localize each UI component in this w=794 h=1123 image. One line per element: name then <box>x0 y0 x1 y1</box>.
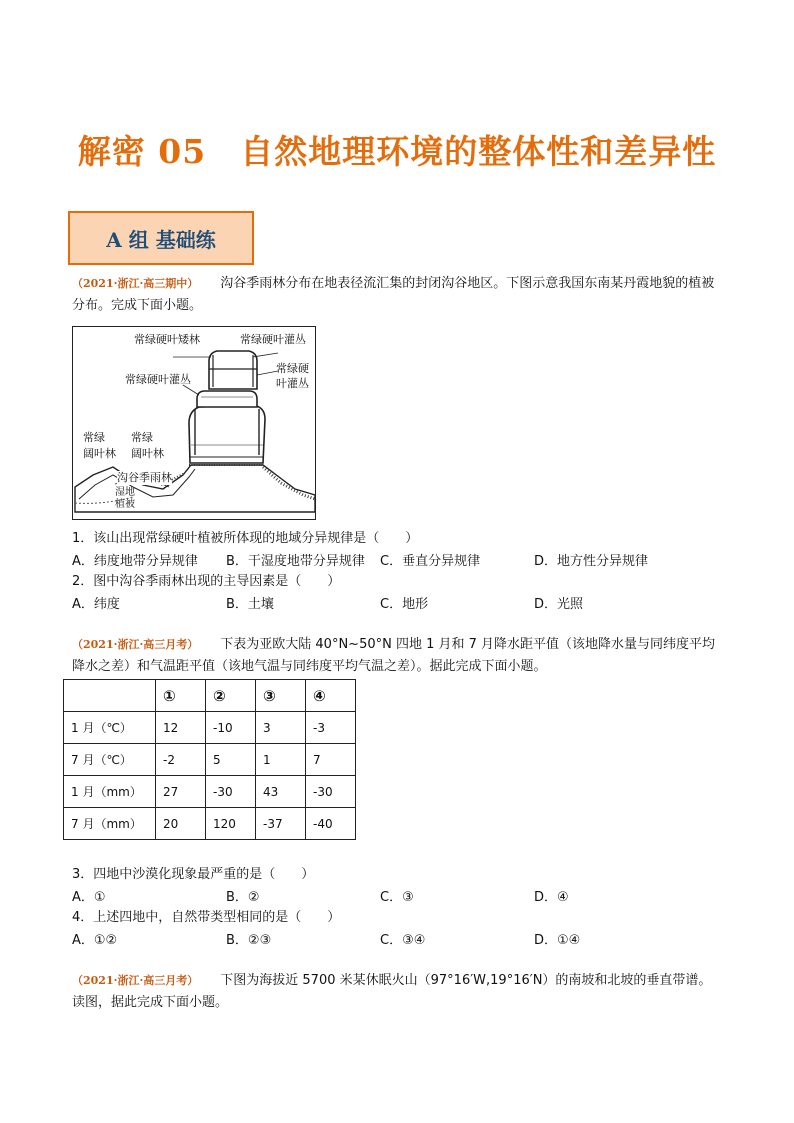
q1-option-c[interactable]: C．垂直分异规律 <box>380 554 481 569</box>
label-left1-2: 阔叶林 <box>83 447 116 460</box>
table-cell: -2 <box>156 744 206 776</box>
table-header-cell: ④ <box>306 680 356 712</box>
label-wetland-1: 湿地 <box>115 487 135 498</box>
table-header-cell: ② <box>206 680 256 712</box>
section1-intro <box>72 273 724 317</box>
label-mid-left: 常绿硬叶灌丛 <box>125 373 191 386</box>
precipitation-temperature-table <box>63 679 356 840</box>
question-1-options <box>72 550 724 571</box>
table-cell: -30 <box>206 776 256 808</box>
question-2: 2．图中沟谷季雨林出现的主导因素是（ ） <box>72 574 341 589</box>
label-top-right: 常绿硬叶灌丛 <box>240 333 306 346</box>
q4-option-d[interactable]: D．①④ <box>534 933 581 948</box>
q3-option-d[interactable]: D．④ <box>534 890 569 905</box>
group-label-box <box>68 211 254 265</box>
q2-option-b[interactable]: B．土壤 <box>226 597 274 612</box>
label-top-left: 常绿硬叶矮林 <box>134 333 200 346</box>
table-cell: 1 <box>256 744 306 776</box>
q4-option-b[interactable]: B．②③ <box>226 933 272 948</box>
question-3-options <box>72 886 724 907</box>
q1-option-a[interactable]: A．纬度地带分异规律 <box>72 554 198 569</box>
table-cell: 43 <box>256 776 306 808</box>
q1-option-d[interactable]: D．地方性分异规律 <box>534 554 649 569</box>
vegetation-figure <box>72 326 316 520</box>
table-cell: 1 月（℃） <box>64 712 156 744</box>
table-cell: 7 月（mm） <box>64 808 156 840</box>
question-2-options <box>72 593 724 614</box>
label-gully-forest: 沟谷季雨林 <box>117 471 172 484</box>
table-header-cell: ① <box>156 680 206 712</box>
table-cell: 27 <box>156 776 206 808</box>
section1-source: （2021·浙江·高三期中） <box>72 277 199 290</box>
q3-option-c[interactable]: C．③ <box>380 890 414 905</box>
table-row <box>64 808 356 840</box>
label-wetland-2: 植被 <box>115 499 135 510</box>
question-1: 1．该山出现常绿硬叶植被所体现的地域分异规律是（ ） <box>72 531 419 546</box>
table-cell: 5 <box>206 744 256 776</box>
q3-option-b[interactable]: B．② <box>226 890 260 905</box>
table-cell: 7 月（℃） <box>64 744 156 776</box>
table-cell: -10 <box>206 712 256 744</box>
question-4: 4．上述四地中，自然带类型相同的是（ ） <box>72 910 341 925</box>
q4-option-c[interactable]: C．③④ <box>380 933 426 948</box>
label-right-1: 常绿硬 <box>276 362 309 375</box>
table-cell: 12 <box>156 712 206 744</box>
table-cell: 20 <box>156 808 206 840</box>
table-cell: 7 <box>306 744 356 776</box>
q2-option-a[interactable]: A．纬度 <box>72 597 120 612</box>
question-3: 3．四地中沙漠化现象最严重的是（ ） <box>72 867 315 882</box>
label-left2-2: 阔叶林 <box>131 447 164 460</box>
section2-intro <box>72 634 724 678</box>
section3-text: 下图为海拔近 5700 米某休眠火山（97°16′W,19°16′N）的南坡和北坡的垂直带谱。读图，据此完成下面小题。 <box>72 973 712 1010</box>
table-header-cell <box>64 680 156 712</box>
table-header-cell: ③ <box>256 680 306 712</box>
table-cell: 1 月（mm） <box>64 776 156 808</box>
table-cell: -40 <box>306 808 356 840</box>
question-4-options <box>72 929 724 950</box>
table-cell: 120 <box>206 808 256 840</box>
section3-source: （2021·浙江·高三月考） <box>72 974 199 987</box>
table-row <box>64 712 356 744</box>
label-right-2: 叶灌丛 <box>276 377 309 390</box>
section3-intro <box>72 970 724 1014</box>
table-cell: -30 <box>306 776 356 808</box>
section2-source: （2021·浙江·高三月考） <box>72 638 199 651</box>
label-left2-1: 常绿 <box>131 431 153 444</box>
table-cell: 3 <box>256 712 306 744</box>
section1-text: 沟谷季雨林分布在地表径流汇集的封闭沟谷地区。下图示意我国东南某丹霞地貌的植被分布。完成下面小题。 <box>72 276 715 313</box>
q2-option-c[interactable]: C．地形 <box>380 597 429 612</box>
q3-option-a[interactable]: A．① <box>72 890 106 905</box>
group-label: A 组 基础练 <box>106 227 216 252</box>
table-row <box>64 744 356 776</box>
q2-option-d[interactable]: D．光照 <box>534 597 584 612</box>
q1-option-b[interactable]: B．干湿度地带分异规律 <box>226 554 365 569</box>
label-left1-1: 常绿 <box>83 431 105 444</box>
q4-option-a[interactable]: A．①② <box>72 933 118 948</box>
section2-text: 下表为亚欧大陆 40°N~50°N 四地 1 月和 7 月降水距平值（该地降水量与同纬度平均降水之差）和气温距平值（该地气温与同纬度平均气温之差）。据此完成下面小题。 <box>72 637 716 674</box>
table-header-row <box>64 680 356 712</box>
danxia-landform-drawing <box>73 327 317 521</box>
table-cell: -37 <box>256 808 306 840</box>
table-cell: -3 <box>306 712 356 744</box>
page-title: 解密 05 自然地理环境的整体性和差异性 <box>77 132 717 171</box>
table-row <box>64 776 356 808</box>
